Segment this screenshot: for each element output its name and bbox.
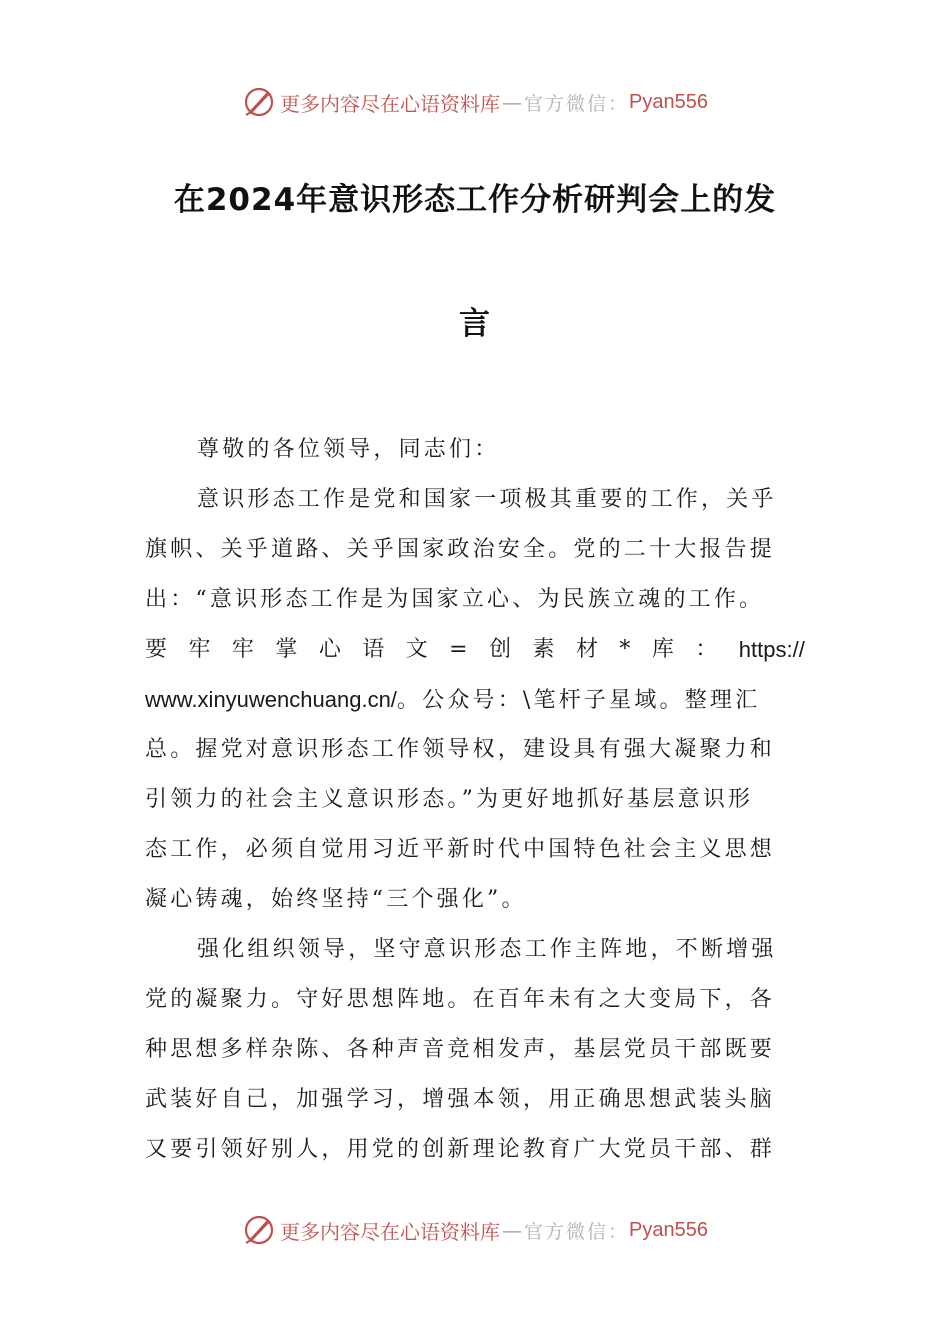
p1-line-7: 引领力的社会主义意识形态。”为更好地抓好基层意识形 <box>145 787 754 812</box>
p1-l4-char: 要 <box>145 637 171 662</box>
header-banner <box>0 82 950 122</box>
p1-line-4 <box>145 625 805 675</box>
document-title-line-1: 在2024年意识形态工作分析研判会上的发 <box>173 182 777 218</box>
p1-l5-rest: 。公众号：\笔杆子星域。整理汇 <box>396 688 761 713</box>
banner-separator: — <box>502 1218 522 1242</box>
footer-banner <box>0 1210 950 1250</box>
p2-line-3: 种思想多样杂陈、各种声音竞相发声，基层党员干部既要 <box>145 1037 776 1062</box>
p1-line-9: 凝心铸魂，始终坚持“三个强化”。 <box>145 887 527 912</box>
p1-l4-char: 文 <box>405 637 431 662</box>
p1-line-6: 总。握党对意识形态工作领导权，建设具有强大凝聚力和 <box>145 737 776 762</box>
p1-l4-char: * <box>619 637 634 662</box>
quill-pen-logo-icon <box>242 1213 276 1247</box>
p1-l4-url-start: https:// <box>738 637 805 662</box>
banner-main-text: 更多内容尽在心语资料库 <box>280 91 500 116</box>
p1-l5-url: www.xinyuwenchuang.cn/ <box>145 687 397 712</box>
p1-l4-char: = <box>449 637 471 662</box>
p1-l4-char: 牢 <box>188 637 214 662</box>
p1-line-5 <box>145 675 805 725</box>
p2-line-4: 武装好自己，加强学习，增强本领，用正确思想武装头脑 <box>145 1087 776 1112</box>
banner-main-text: 更多内容尽在心语资料库 <box>280 1219 500 1244</box>
p1-l4-char: 创 <box>489 637 515 662</box>
p1-line-2: 旗帜、关乎道路、关乎国家政治安全。党的二十大报告提 <box>145 537 776 562</box>
p1-l4-char: 库 <box>651 637 678 662</box>
p1-l4-char: 牢 <box>231 637 258 662</box>
p1-l4-char: 掌 <box>275 637 301 662</box>
p1-line-1: 意识形态工作是党和国家一项极其重要的工作，关乎 <box>197 487 777 512</box>
banner-wechat-id: Pyan556 <box>629 1218 708 1241</box>
p1-l4-char: 材 <box>575 637 602 662</box>
p1-line-3: 出：“意识形态工作是为国家立心、为民族立魂的工作。 <box>145 587 765 612</box>
paragraph-2 <box>145 925 805 1175</box>
paragraph-1 <box>145 475 805 925</box>
greeting-line: 尊敬的各位领导，同志们： <box>197 437 500 462</box>
banner-wechat-id: Pyan556 <box>629 90 708 113</box>
greeting-paragraph <box>145 425 805 475</box>
banner-separator: — <box>502 90 522 114</box>
banner-wechat-label: 官方微信： <box>524 92 630 115</box>
document-title-line-2: 言 <box>459 306 491 342</box>
banner-wechat-label: 官方微信： <box>524 1220 630 1243</box>
p1-line-8: 态工作，必须自觉用习近平新时代中国特色社会主义思想 <box>145 837 776 862</box>
p1-l4-char: 素 <box>532 637 558 662</box>
p2-line-1: 强化组织领导，坚守意识形态工作主阵地，不断增强 <box>197 937 777 962</box>
quill-pen-logo-icon <box>242 85 276 119</box>
p1-l4-char: ： <box>695 637 721 662</box>
p2-line-5: 又要引领好别人，用党的创新理论教育广大党员干部、群 <box>145 1137 776 1162</box>
p2-line-2: 党的凝聚力。守好思想阵地。在百年未有之大变局下，各 <box>145 987 776 1012</box>
p1-l4-char: 语 <box>362 637 388 662</box>
p1-l4-char: 心 <box>318 637 345 662</box>
